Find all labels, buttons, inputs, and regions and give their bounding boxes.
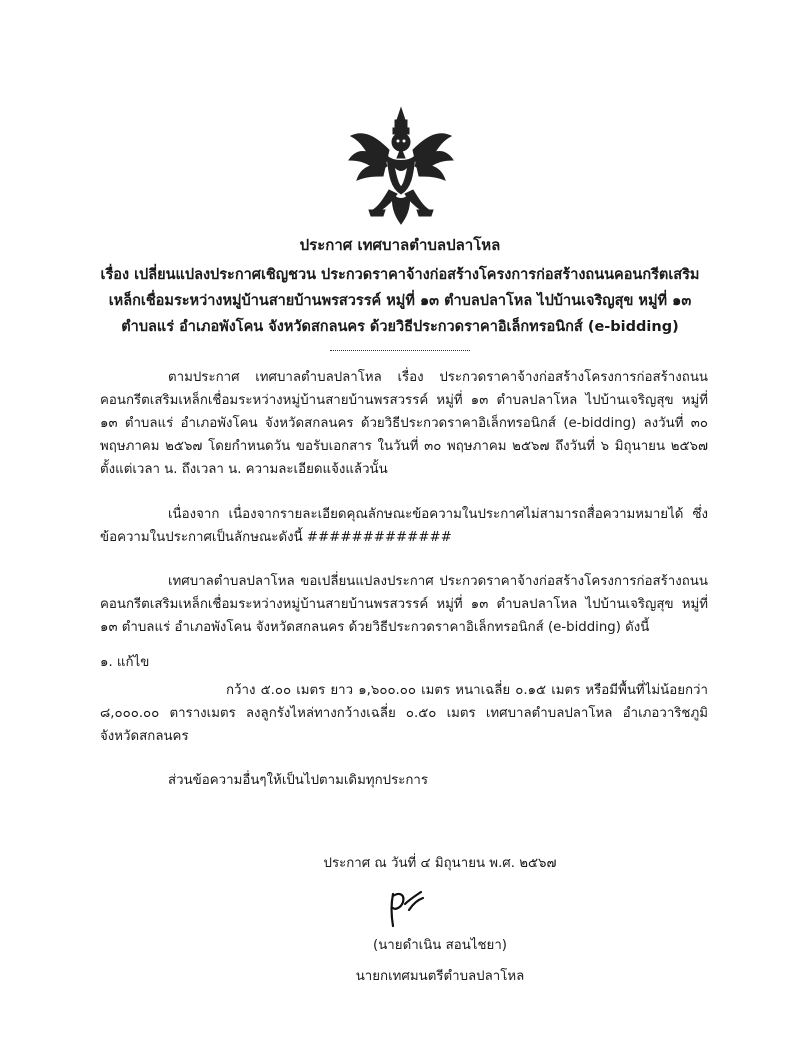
paragraph-reason: เนื่องจาก เนื่องจากรายละเอียดคุณลักษณะข้อความในประกาศไม่สามารถสื่อความหมายได้ ซึ่งข้อความในประกาศเป็นลักษณะดังนี้ ############# — [100, 507, 708, 545]
closing-statement: ส่วนข้อความอื่นๆให้เป็นไปตามเดิมทุกประการ — [168, 773, 429, 788]
subject-line-3: ตำบลแร่ อำเภอพังโคน จังหวัดสกลนคร ด้วยวิธีประกวดราคาอิเล็กทรอนิกส์ (e-bidding) — [121, 319, 679, 335]
handwritten-signature — [375, 886, 435, 932]
item-1-heading: ๑. แก้ไข — [100, 655, 150, 670]
paragraph-change-notice: เทศบาลตำบลปลาโหล ขอเปลี่ยนแปลงประกาศ ประกวดราคาจ้างก่อสร้างโครงการก่อสร้างถนนคอนกรีตเสริมเหล็กเชื่อมระหว่างหมู่บ้านสายบ้านพรสวรรค์ หมู่ที่ ๑๓ ตำบลปลาโหล ไปบ้านเจริญสุข หมู่ที่ ๑๓ ตำบลแร่ อำเภอพังโคน จังหวัดสกลนคร ด้วยวิธีประกวดราคาอิเล็กทรอนิกส์ (e-bidding) ดังนี้ — [100, 574, 708, 635]
signer-name: (นายดำเนิน สอนไชยา) — [373, 938, 507, 953]
announcement-title: ประกาศ เทศบาลตำบลปลาโหล — [299, 236, 501, 254]
garuda-emblem-icon — [345, 106, 457, 226]
item-1-text: กว้าง ๕.๐๐ เมตร ยาว ๑,๖๐๐.๐๐ เมตร หนาเฉลี่ย ๐.๑๕ เมตร หรือมีพื้นที่ไม่น้อยกว่า ๘,๐๐๐.๐๐ ตารางเมตร ลงลูกรังไหล่ทางกว้างเฉลี่ย ๐.๕๐ เมตร เทศบาลตำบลปลาโหล อำเภอวาริชภูมิ จังหวัดสกลนคร — [100, 683, 708, 744]
subject-line-2: เหล็กเชื่อมระหว่างหมู่บ้านสายบ้านพรสวรรค์ หมู่ที่ ๑๓ ตำบลปลาโหล ไปบ้านเจริญสุข หมู่ที่ ๑๓ — [108, 293, 692, 309]
paragraph-reference: ตามประกาศ เทศบาลตำบลปลาโหล เรื่อง ประกวดราคาจ้างก่อสร้างโครงการก่อสร้างถนนคอนกรีตเสริมเหล็กเชื่อมระหว่างหมู่บ้านสายบ้านพรสวรรค์ หมู่ที่ ๑๓ ตำบลปลาโหล ไปบ้านเจริญสุข หมู่ที่ ๑๓ ตำบลแร่ อำเภอพังโคน จังหวัดสกลนคร ด้วยวิธีประกวดราคาอิเล็กทรอนิกส์ (e-bidding) ลงวันที่ ๓๐ พฤษภาคม ๒๕๖๗ โดยกำหนดวัน ขอรับเอกสาร ในวันที่ ๓๐ พฤษภาคม ๒๕๖๗ ถึงวันที่ ๖ มิถุนายน ๒๕๖๗ ตั้งแต่เวลา น. ถึงเวลา น. ความละเอียดแจ้งแล้วนั้น — [100, 370, 708, 477]
divider — [330, 350, 470, 351]
subject-line-1: เรื่อง เปลี่ยนแปลงประกาศเชิญชวน ประกวดราคาจ้างก่อสร้างโครงการก่อสร้างถนนคอนกรีตเสริม — [100, 267, 700, 283]
subject-block — [95, 262, 705, 340]
announcement-date: ประกาศ ณ วันที่ ๔ มิถุนายน พ.ศ. ๒๕๖๗ — [323, 856, 557, 871]
signer-position: นายกเทศมนตรีตำบลปลาโหล — [355, 969, 525, 984]
